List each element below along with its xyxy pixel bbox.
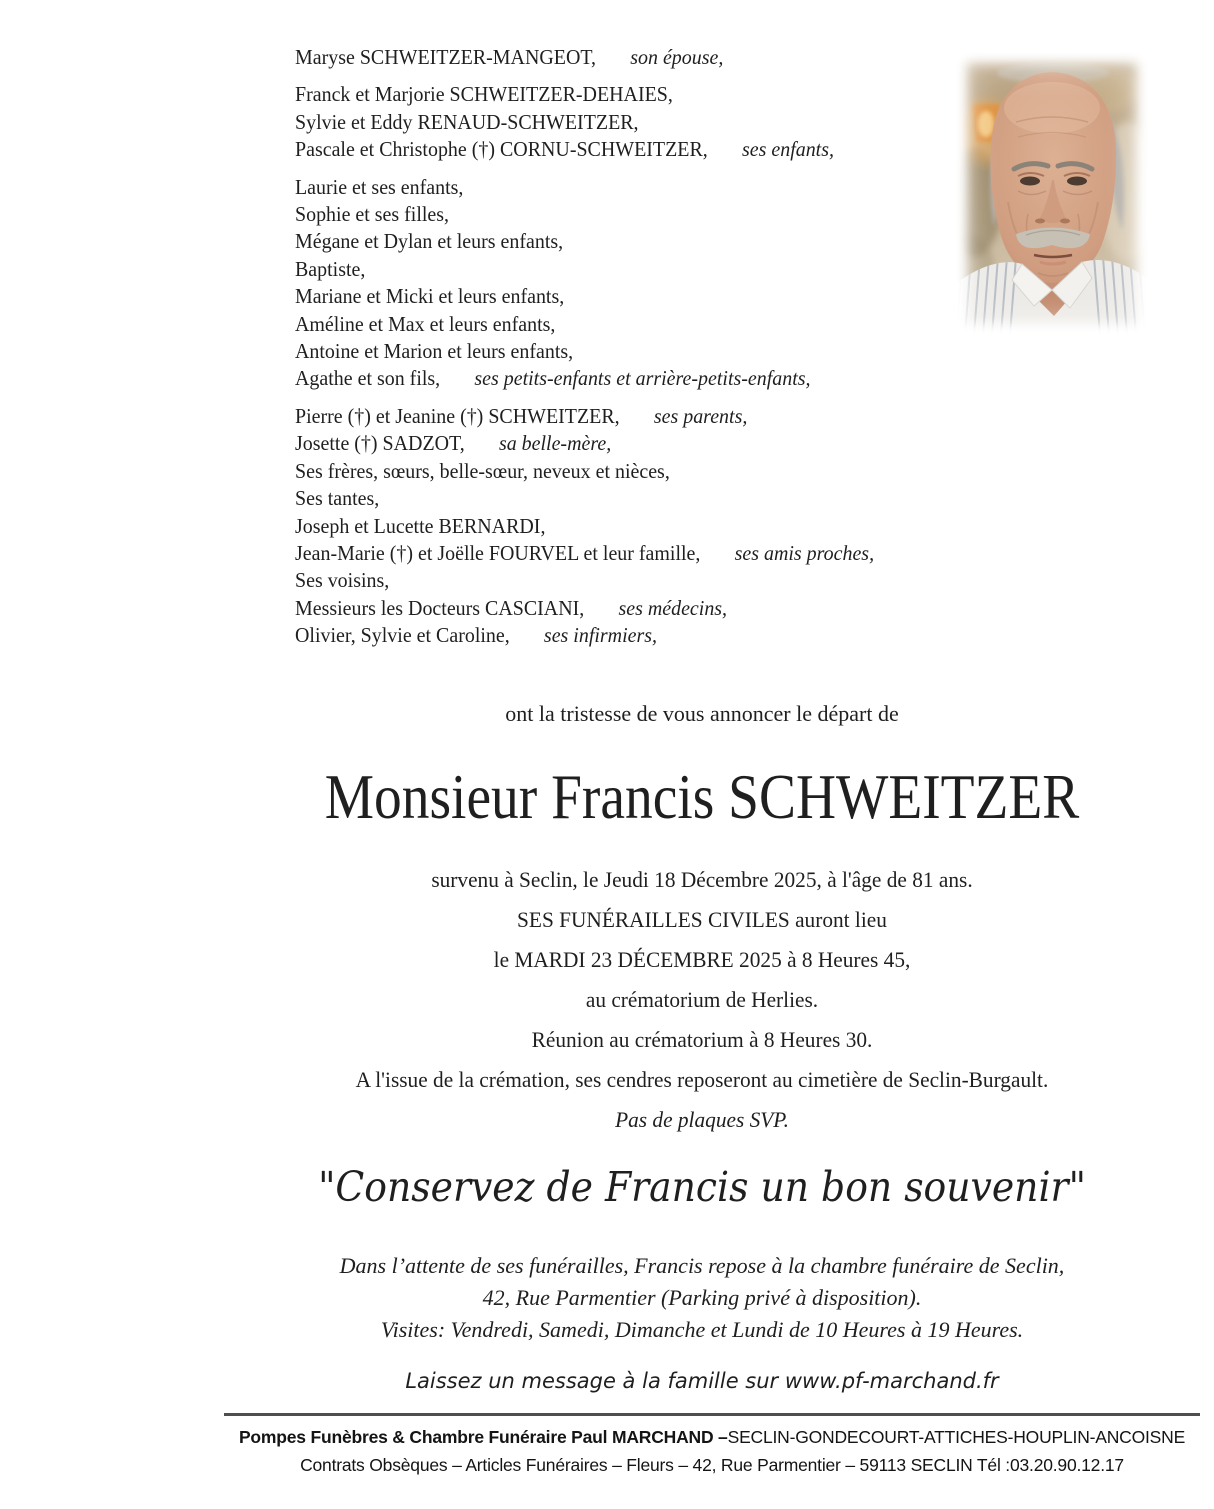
portrait-photo — [956, 52, 1148, 335]
family-line — [295, 81, 874, 108]
family-line — [295, 201, 874, 228]
family-line — [295, 44, 874, 71]
family-names: Laurie et ses enfants, — [295, 174, 464, 199]
announcement-intro: ont la tristesse de vous annoncer le départ de — [505, 701, 899, 726]
family-names: Améline et Max et leurs enfants, — [295, 311, 556, 336]
relation-label: sa belle-mère, — [498, 431, 612, 456]
detail-line: le MARDI 23 DÉCEMBRE 2025 à 8 Heures 45, — [493, 947, 911, 972]
family-list — [295, 44, 905, 660]
detail-line: SES FUNÉRAILLES CIVILES auront lieu — [517, 907, 887, 932]
family-line — [295, 338, 874, 365]
family-line — [295, 567, 874, 594]
family-line — [295, 485, 874, 512]
memorial-quote: "Conservez de Francis un bon souvenir" — [318, 1163, 1086, 1211]
relation-label: ses infirmiers, — [543, 623, 657, 648]
relation-label: ses médecins, — [618, 595, 728, 620]
family-names: Mariane et Micki et leurs enfants, — [295, 284, 565, 309]
family-names: Mégane et Dylan et leurs enfants, — [295, 229, 564, 254]
footer-company-name: Pompes Funèbres & Chambre Funéraire Paul MARCHAND – — [238, 1427, 728, 1447]
family-group-others — [295, 403, 905, 650]
online-message-line: Laissez un message à la famille sur www.pf-marchand.fr — [405, 1369, 999, 1393]
family-line — [295, 174, 874, 201]
relation-label: ses enfants, — [741, 137, 834, 162]
family-names: Messieurs les Docteurs CASCIANI, — [295, 595, 585, 620]
detail-line: A l'issue de la crémation, ses cendres reposeront au cimetière de Seclin-Burgault. — [355, 1067, 1049, 1092]
family-group-spouse — [295, 44, 905, 71]
info-line: 42, Rue Parmentier (Parking privé à disposition). — [482, 1285, 922, 1310]
footer-company-line — [224, 1423, 1200, 1451]
info-line: Dans l’attente de ses funérailles, Francis repose à la chambre funéraire de Seclin, — [339, 1253, 1065, 1278]
info-line: Visites: Vendredi, Samedi, Dimanche et Lundi de 10 Heures à 19 Heures. — [380, 1317, 1024, 1342]
family-line — [295, 228, 874, 255]
ceremony-details — [190, 860, 1214, 1140]
family-names: Jean-Marie (†) et Joëlle FOURVEL et leur famille, — [295, 540, 701, 565]
family-group-grandchildren — [295, 174, 905, 393]
funeral-home-info — [190, 1250, 1214, 1346]
family-names: Baptiste, — [295, 256, 366, 281]
footer-divider — [224, 1413, 1200, 1416]
family-names: Franck et Marjorie SCHWEITZER-DEHAIES, — [295, 82, 673, 107]
family-line — [295, 136, 874, 163]
family-names: Ses frères, sœurs, belle-sœur, neveux et nièces, — [295, 458, 670, 483]
relation-label: ses amis proches, — [734, 540, 875, 565]
family-line — [295, 403, 874, 430]
family-line — [295, 430, 874, 457]
family-names: Sylvie et Eddy RENAUD-SCHWEITZER, — [295, 109, 639, 134]
family-line — [295, 311, 874, 338]
detail-line: survenu à Seclin, le Jeudi 18 Décembre 2025, à l'âge de 81 ans. — [431, 867, 973, 892]
detail-line: Réunion au crématorium à 8 Heures 30. — [531, 1027, 873, 1052]
family-names: Agathe et son fils, — [295, 366, 441, 391]
family-names: Pascale et Christophe (†) CORNU-SCHWEITZER, — [295, 137, 708, 162]
family-names: Josette (†) SADZOT, — [295, 431, 465, 456]
relation-label: ses parents, — [653, 403, 748, 428]
detail-line: au crématorium de Herlies. — [585, 987, 819, 1012]
deceased-name: Monsieur Francis SCHWEITZER — [324, 762, 1080, 832]
footer — [224, 1423, 1200, 1479]
family-line — [295, 458, 874, 485]
family-group-children — [295, 81, 905, 163]
family-names: Ses voisins, — [295, 568, 390, 593]
family-line — [295, 540, 874, 567]
family-names: Pierre (†) et Jeanine (†) SCHWEITZER, — [295, 403, 620, 428]
footer-services-line: Contrats Obsèques – Articles Funéraires – Fleurs – 42, Rue Parmentier – 59113 SECLIN Tél :03.20.90.12.17 — [300, 1455, 1124, 1475]
family-line — [295, 622, 874, 649]
footer-company-cities: SECLIN-GONDECOURT-ATTICHES-HOUPLIN-ANCOISNE — [727, 1427, 1186, 1447]
relation-label: ses petits-enfants et arrière-petits-enfants, — [474, 366, 811, 391]
family-line — [295, 595, 874, 622]
family-names: Sophie et ses filles, — [295, 202, 450, 227]
family-names: Olivier, Sylvie et Caroline, — [295, 623, 510, 648]
portrait-illustration — [956, 52, 1148, 335]
family-names: Antoine et Marion et leurs enfants, — [295, 339, 574, 364]
family-names: Joseph et Lucette BERNARDI, — [295, 513, 546, 538]
family-line — [295, 109, 874, 136]
detail-line: Pas de plaques SVP. — [615, 1107, 789, 1132]
family-line — [295, 256, 874, 283]
relation-label: son épouse, — [630, 45, 724, 69]
family-line — [295, 365, 874, 392]
family-line — [295, 513, 874, 540]
family-names: Maryse SCHWEITZER-MANGEOT, — [295, 45, 597, 69]
family-names: Ses tantes, — [295, 486, 380, 511]
family-line — [295, 283, 874, 310]
